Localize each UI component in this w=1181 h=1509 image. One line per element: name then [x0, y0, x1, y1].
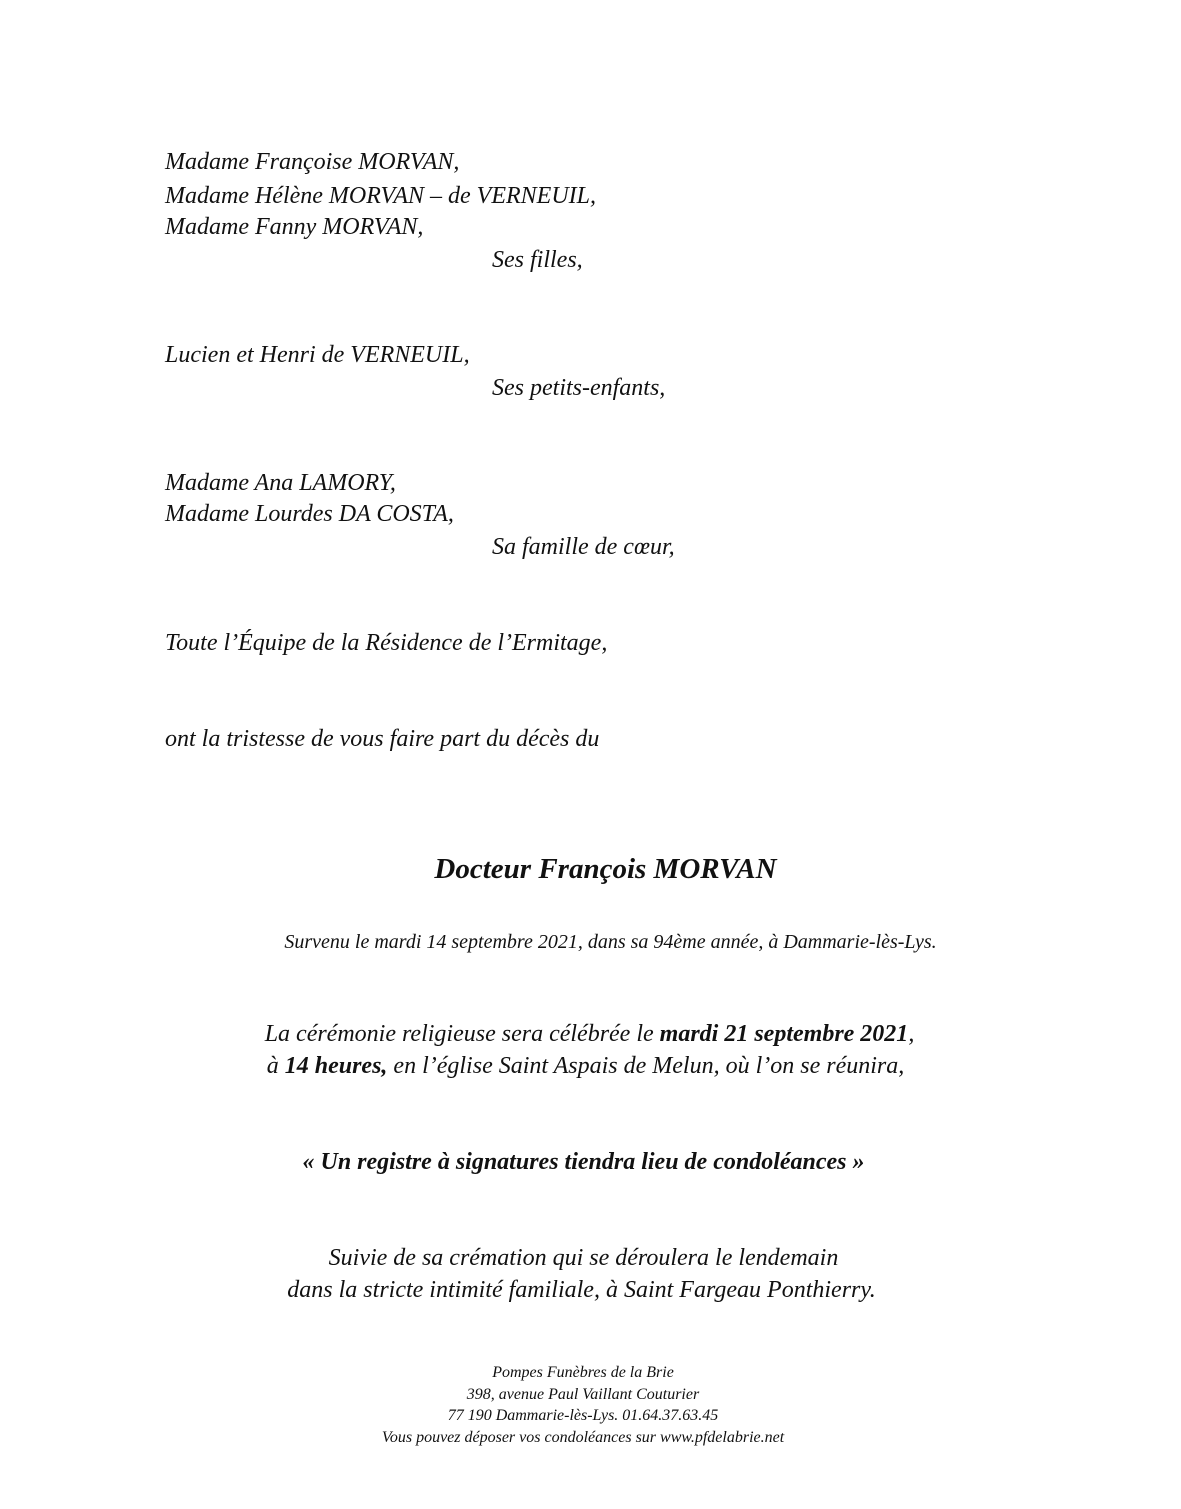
team-line: Toute l’Équipe de la Résidence de l’Ermitage,: [165, 630, 608, 656]
ceremony-line-1: [0, 1018, 1180, 1050]
ceremony-text: à: [266, 1053, 285, 1079]
family-role-label: Ses filles,: [492, 247, 583, 273]
family-name-line: Madame Ana LAMORY,: [165, 470, 396, 496]
footer-website-note: Vous pouvez déposer vos condoléances sur www.pfdelabrie.net: [381, 1429, 785, 1446]
cremation-line-1: Suivie de sa crémation qui se déroulera le lendemain: [328, 1245, 839, 1271]
deceased-name: Docteur François MORVAN: [434, 853, 777, 885]
footer-company: Pompes Funèbres de la Brie: [492, 1364, 674, 1381]
cremation-line-2: dans la stricte intimité familiale, à Saint Fargeau Ponthierry.: [287, 1277, 876, 1303]
ceremony-time: 14 heures,: [284, 1053, 388, 1079]
family-name-line: Madame Lourdes DA COSTA,: [165, 501, 454, 527]
family-name-line: Madame Françoise MORVAN,: [165, 149, 460, 175]
ceremony-text: ,: [908, 1021, 915, 1047]
footer-city-phone: 77 190 Dammarie-lès-Lys. 01.64.37.63.45: [447, 1407, 719, 1424]
ceremony-line-2: [0, 1050, 1176, 1082]
registry-note: « Un registre à signatures tiendra lieu de condoléances »: [302, 1149, 865, 1175]
family-name-line: Lucien et Henri de VERNEUIL,: [165, 342, 470, 368]
ceremony-date: mardi 21 septembre 2021: [659, 1021, 909, 1047]
family-name-line: Madame Fanny MORVAN,: [165, 214, 424, 240]
ceremony-text: La cérémonie religieuse sera célébrée le: [264, 1021, 660, 1047]
family-name-line: Madame Hélène MORVAN – de VERNEUIL,: [165, 183, 597, 209]
footer-address: 398, avenue Paul Vaillant Couturier: [466, 1386, 700, 1403]
death-details: Survenu le mardi 14 septembre 2021, dans sa 94ème année, à Dammarie-lès-Lys.: [284, 931, 937, 953]
announcement-line: ont la tristesse de vous faire part du décès du: [165, 726, 600, 752]
family-role-label: Ses petits-enfants,: [492, 375, 666, 401]
family-role-label: Sa famille de cœur,: [492, 534, 675, 560]
ceremony-text: en l’église Saint Aspais de Melun, où l’on se réunira,: [387, 1053, 905, 1079]
